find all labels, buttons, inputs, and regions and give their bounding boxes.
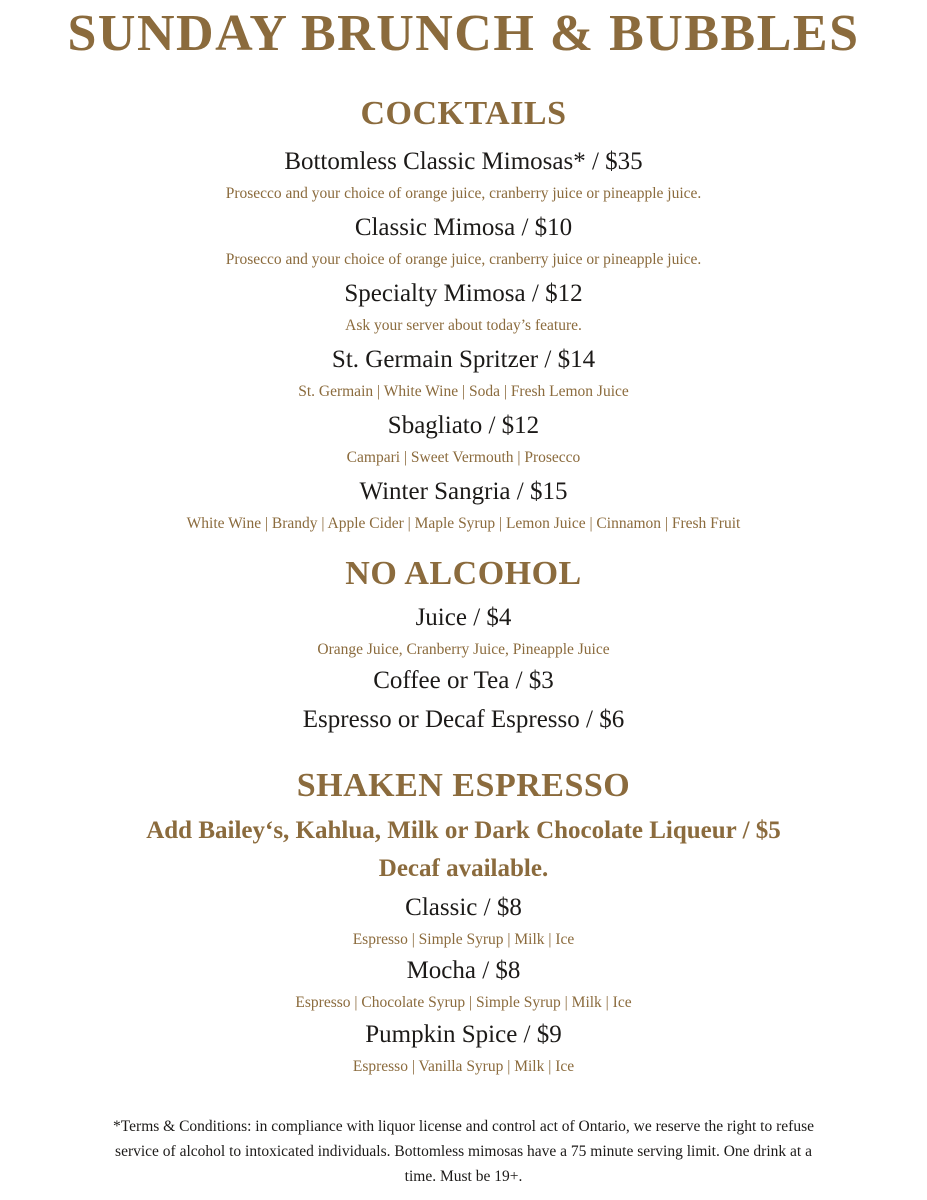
menu-item-description: Prosecco and your choice of orange juice, cranberry juice or pineapple juice. [225,251,702,268]
menu-item-description: Espresso | Simple Syrup | Milk | Ice [352,931,575,948]
menu-item-description: White Wine | Brandy | Apple Cider | Maple Syrup | Lemon Juice | Cinnamon | Fresh Fruit [186,515,741,532]
menu-item-name: Mocha / $8 [406,957,521,984]
menu-item-description: Campari | Sweet Vermouth | Prosecco [346,449,581,466]
cocktails-heading: COCKTAILS [360,95,567,132]
menu-item-name: Coffee or Tea / $3 [373,667,554,694]
menu-item-name: Sbagliato / $12 [387,412,540,439]
menu-item-name: Specialty Mimosa / $12 [344,280,583,307]
menu-item-description: Espresso | Chocolate Syrup | Simple Syrup | Milk | Ice [295,994,632,1011]
no-alcohol-heading: NO ALCOHOL [345,555,582,592]
shaken-espresso-heading: SHAKEN ESPRESSO [296,767,631,804]
menu-item-description: Ask your server about today’s feature. [345,317,582,334]
menu-item-name: Classic Mimosa / $10 [354,214,573,241]
menu-item-name: Pumpkin Spice / $9 [365,1021,562,1048]
menu-item-description: Prosecco and your choice of orange juice, cranberry juice or pineapple juice. [225,185,702,202]
addon-note: Add Bailey‘s, Kahlua, Milk or Dark Chocolate Liqueur / $5 [146,817,781,844]
menu-item-name: Espresso or Decaf Espresso / $6 [302,706,625,733]
menu-item-name: Juice / $4 [415,604,512,631]
menu-item-name: Classic / $8 [405,894,522,921]
menu-item-description: St. Germain | White Wine | Soda | Fresh Lemon Juice [298,383,629,400]
menu-item-description: Espresso | Vanilla Syrup | Milk | Ice [352,1058,575,1075]
decaf-note: Decaf available. [378,855,549,882]
terms-and-conditions: *Terms & Conditions: in compliance with liquor license and control act of Ontario, we reserve the right to refuse service of alcohol to intoxicated individuals. Bottomless mimosas have a 75 minute serving limit. One drink at a time. Must be 19+. [113,1118,814,1185]
menu-item-name: Bottomless Classic Mimosas* / $35 [284,148,643,175]
menu-title: SUNDAY BRUNCH & BUBBLES [67,5,860,62]
menu-item-name: Winter Sangria / $15 [359,478,568,505]
menu-item-name: St. Germain Spritzer / $14 [331,346,596,373]
menu-item-description: Orange Juice, Cranberry Juice, Pineapple Juice [317,641,610,658]
